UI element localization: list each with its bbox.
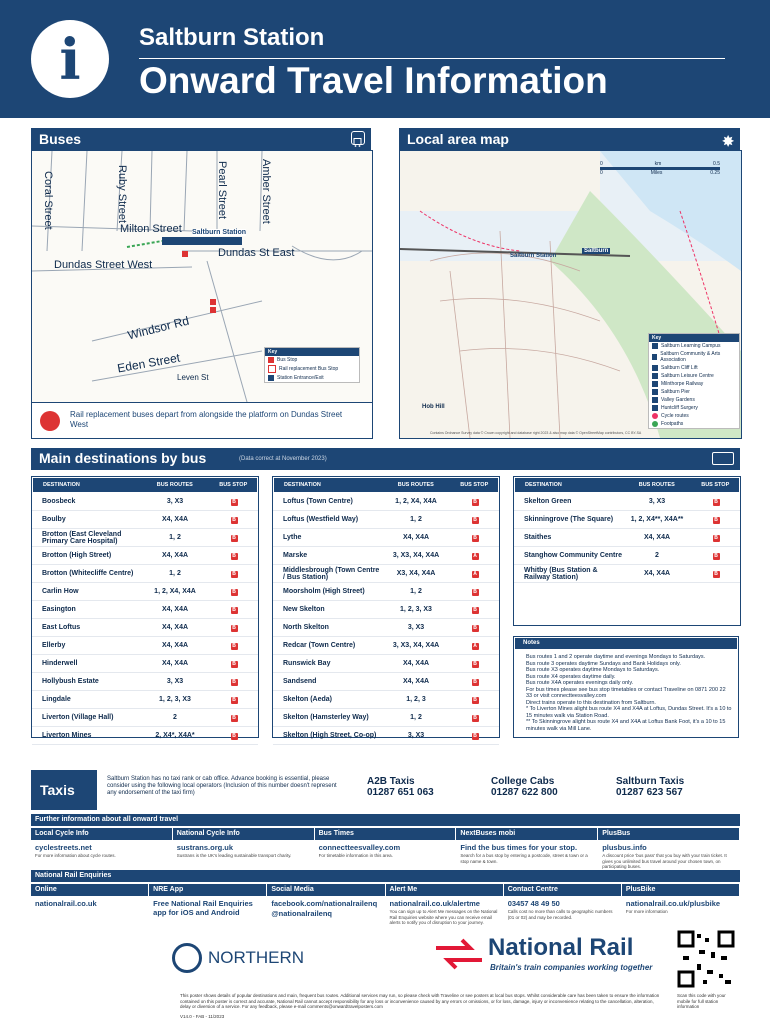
destination-name: Lythe: [283, 534, 302, 541]
table-row: [273, 493, 499, 511]
bus-stop-badge: B: [232, 498, 236, 505]
area-map-legend: [648, 333, 740, 429]
bus-stop-badge: B: [473, 606, 477, 613]
bus-stop-badge: B: [714, 534, 718, 541]
bus-routes: X4, X4A: [161, 516, 189, 523]
nre-columns: [31, 884, 740, 926]
legend-item-1: Saltburn Learning Campus: [649, 342, 739, 350]
col-description: A discount price 'bus pass' that you buy with your train ticket. It gives you unlimited bus travel around your chosen town, on participating buses.: [602, 853, 727, 869]
street-label-milton: Milton Street: [120, 223, 182, 235]
col-heading: Local Cycle Info: [31, 828, 172, 840]
destination-table-1: [31, 476, 259, 738]
main-destinations-subtitle: (Data correct at November 2023): [239, 456, 327, 462]
col-description: For timetable information in this area.: [318, 853, 393, 858]
bus-routes: 3, X3: [407, 732, 425, 739]
notes-body: [514, 650, 738, 732]
bus-stop-badge: B: [714, 570, 718, 577]
destination-name: Skelton (Hamsterley Way): [283, 714, 369, 721]
bus-stop-badge: B: [232, 588, 236, 595]
street-label-pearl: Pearl Street: [216, 161, 228, 220]
destination-name: Whitby (Bus Station & Railway Station): [524, 566, 598, 581]
compass-icon: ✸: [722, 133, 734, 149]
table-row: [32, 637, 258, 655]
bus-stop-badge: B: [232, 606, 236, 613]
note-line: For bus times please see bus stop timetables or contact Traveline on 0871 200 22 33 or visit connectteesvalley.com: [526, 686, 726, 699]
destination-name: Carlin How: [42, 588, 79, 595]
notes-title: Notes: [515, 638, 737, 649]
legend-station-entrance: Station Entrance/Exit: [265, 374, 359, 382]
table-header: DESTINATION BUS ROUTES BUS STOP: [274, 478, 498, 492]
nre-col: [149, 884, 267, 926]
table-row: [32, 727, 258, 745]
bus-stop-badge: B: [232, 516, 236, 523]
destination-name: Loftus (Westfield Way): [283, 516, 359, 523]
qr-code[interactable]: [677, 930, 735, 988]
bus-routes: 1, 2: [410, 516, 422, 523]
table-row: [273, 511, 499, 529]
destination-name: Ellerby: [42, 642, 66, 649]
destination-name: Moorsholm (High Street): [283, 588, 365, 595]
version-label: V14.0 - FAB - 11/2023: [180, 1014, 225, 1019]
map-label-saltburn: Saltburn: [584, 248, 609, 254]
legend-item-7: Valley Gardens: [649, 396, 739, 404]
bus-routes: X4, X4A: [161, 660, 189, 667]
bus-routes: 1, 2, 3, X3: [159, 696, 191, 703]
bus-stop-badge: A: [473, 570, 477, 577]
table-row: [273, 547, 499, 565]
map-credit: Contains Ordnance Survey data © Crown copyright and database right 2023 & also map data © OpenStreetMap contributors, CC BY-SA: [430, 431, 642, 435]
table-header: DESTINATION BUS ROUTES BUS STOP: [33, 478, 257, 492]
col-description: Search for a bus stop by entering a postcode, street & town or a stop name & town.: [460, 853, 588, 864]
table-row: [514, 511, 740, 529]
local-map-header: [399, 128, 740, 150]
note-line: Bus route X4A operates evenings daily only.: [526, 680, 634, 686]
col-description: You can sign up to Alert Me messages on the National Rail Enquiries website where you can receive email alerts to notify you of disruption to your journey.: [389, 909, 498, 925]
table-row: [273, 655, 499, 673]
map-scale: 0 km 0.5 0 Miles 0.25: [600, 161, 720, 176]
bus-routes: 3, X3: [648, 498, 666, 505]
further-info-title: Further information about all onward travel: [31, 814, 740, 826]
main-destinations-title: Main destinations by bus: [39, 450, 207, 466]
destination-name: Lingdale: [42, 696, 71, 703]
bus-routes: 2: [655, 552, 659, 559]
bus-routes: 1, 2: [410, 588, 422, 595]
local-area-map[interactable]: [399, 150, 742, 439]
destination-name: Hinderwell: [42, 660, 78, 667]
col-link[interactable]: 03457 48 49 50: [507, 899, 560, 908]
col-heading: Social Media: [267, 884, 384, 896]
col-link-secondary[interactable]: @nationalrailenq: [271, 909, 332, 918]
bus-routes: 1, 2: [169, 570, 181, 577]
destination-name: Loftus (Town Centre): [283, 498, 353, 505]
destination-name: Staithes: [524, 534, 552, 541]
taxi-operator-a2b: A2B Taxis 01287 651 063: [367, 776, 434, 798]
bus-routes: 1, 2, 3: [406, 696, 426, 703]
table-row: [32, 565, 258, 583]
bus-stop-badge: B: [473, 732, 477, 739]
table-row: [273, 565, 499, 583]
bus-routes: 3, X3, X4, X4A: [392, 552, 440, 559]
bus-routes: X4, X4A: [402, 678, 430, 685]
bus-stop-badge: B: [232, 570, 236, 577]
table-row: [514, 529, 740, 547]
table-row: [273, 673, 499, 691]
table-row: [273, 529, 499, 547]
bus-stop-badge: B: [232, 552, 236, 559]
bus-stop-badge: A: [473, 642, 477, 649]
table-row: [32, 547, 258, 565]
further-col: [315, 828, 457, 868]
col-description: For more information about cycle routes.: [35, 853, 116, 858]
street-label-dundas-east: Dundas St East: [218, 247, 295, 259]
table-row: [32, 493, 258, 511]
bus-stop-badge: B: [473, 660, 477, 667]
bus-stop-badge: B: [473, 624, 477, 631]
table-row: [32, 511, 258, 529]
destination-name: Marske: [283, 552, 308, 559]
bus-routes: X4, X4A: [643, 570, 671, 577]
destination-name: Skelton Green: [524, 498, 572, 505]
bus-stop-badge: B: [232, 660, 236, 667]
destination-name: Brotton (High Street): [42, 552, 112, 559]
bus-routes: X4, X4A: [402, 660, 430, 667]
table-row: [514, 547, 740, 565]
bus-routes: 1, 2, 3, X3: [400, 606, 432, 613]
col-heading: National Cycle Info: [173, 828, 314, 840]
note-line: Bus route X3 operates daytime Mondays to Saturdays.: [526, 667, 660, 673]
destination-name: Easington: [42, 606, 76, 613]
local-map-title: Local area map: [407, 131, 509, 147]
col-heading: Online: [31, 884, 148, 896]
bus-stop-badge: B: [232, 534, 236, 541]
street-label-amber: Amber Street: [260, 159, 272, 224]
col-link[interactable]: sustrans.org.uk: [176, 843, 234, 852]
nre-col: [31, 884, 149, 926]
table-row: [32, 655, 258, 673]
rail-replacement-stop-marker[interactable]: [210, 307, 216, 313]
street-label-ruby: Ruby Street: [116, 165, 128, 224]
bus-stop-badge: B: [714, 516, 718, 523]
street-label-eden: Eden Street: [116, 350, 182, 376]
bus-routes: X4, X4A: [402, 534, 430, 541]
bus-stop-badge: B: [473, 696, 477, 703]
destination-name: Stanghow Community Centre: [524, 552, 623, 559]
bus-routes: 1, 2: [410, 714, 422, 721]
station-label: Saltburn Station: [192, 229, 247, 236]
nre-col: [504, 884, 622, 926]
legend-rail-replacement: Rail replacement Bus Stop: [265, 364, 359, 374]
table-row: [32, 691, 258, 709]
col-link[interactable]: nationalrail.co.uk: [35, 899, 97, 908]
map-label-station: Saltburn Station: [510, 253, 557, 259]
destination-name: Boosbeck: [42, 498, 76, 505]
footer-disclaimer: This poster shows details of popular destinations and main, frequent bus routes. Additional services may run, so please check with Traveline or see posters at local bus stops. Whilst considerable care has been taken to ensure the information contained on this poster is correct and accurate, National Rail cannot accept responsibility for any loss or inconvenience caused by any errors or omissions, or for loss, damage, injury or inconvenience relating to the cancellation, alteration, delay or diversion of a service. For any feedback, please e-mail comments@onwardtravelposters.com: [180, 993, 660, 1009]
bus-routes: 1, 2, X4, X4A: [395, 498, 437, 505]
note-line: ** To Skinningrove alight bus route X4 and X4A at Loftus Bank Foot, it's a 10 to 15 minutes walk via Mill Lane.: [526, 719, 726, 732]
further-col: [31, 828, 173, 868]
bus-routes: 3, X3, X4, X4A: [392, 642, 440, 649]
col-link[interactable]: connectteesvalley.com: [318, 843, 401, 852]
northern-mark-icon: [172, 943, 202, 973]
taxi-operator-college: College Cabs 01287 622 800: [491, 776, 558, 798]
bus-side-icon: [712, 452, 734, 465]
destination-name: Skinningrove (The Square): [524, 516, 614, 523]
bus-routes: 2: [173, 714, 177, 721]
destination-name: New Skelton: [283, 606, 325, 613]
bus-stop-badge: B: [232, 714, 236, 721]
further-col: [598, 828, 740, 868]
table-row: [273, 709, 499, 727]
legend-item-2: Saltburn Community & Arts Association: [649, 350, 739, 364]
destination-name: Brotton (Whitecliffe Centre): [42, 570, 134, 577]
note-line: * To Liverton Mines alight bus route X4 and X4A at Loftus, Dundas Street. It's a 10 to 15 minutes walk via Station Road.: [526, 706, 732, 719]
col-link[interactable]: Find the bus times for your stop.: [460, 843, 578, 852]
note-line: Bus routes 1 and 2 operate daytime and evenings Mondays to Saturdays.: [526, 654, 706, 660]
main-destinations-header: [31, 448, 740, 470]
nre-title: National Rail Enquiries: [31, 870, 740, 882]
taxi-phone[interactable]: 01287 651 063: [367, 787, 434, 798]
bus-routes: X4, X4A: [161, 642, 189, 649]
bus-stop-badge: A: [473, 552, 477, 559]
table-row: [273, 583, 499, 601]
legend-bus-stop: Bus Stop: [265, 356, 359, 364]
table-row: [273, 637, 499, 655]
legend-footpaths: Footpaths: [649, 420, 739, 428]
col-description: For more information: [625, 909, 668, 914]
bus-routes: X4, X4A: [161, 624, 189, 631]
rail-replacement-note: Rail replacement buses depart from alongside the platform on Dundas Street West: [31, 402, 373, 439]
destination-name: Liverton (Village Hall): [42, 714, 114, 721]
bus-routes: 3, X3: [407, 624, 425, 631]
col-heading: Bus Times: [315, 828, 456, 840]
col-link[interactable]: nationalrail.co.uk/alertme: [389, 899, 480, 908]
street-label-coral: Coral Street: [42, 171, 54, 230]
legend-item-6: Saltburn Pier: [649, 388, 739, 396]
notes-box: [513, 636, 739, 738]
buses-map[interactable]: [31, 150, 373, 403]
bus-routes: 3, X3: [166, 498, 184, 505]
bus-stop-badge: B: [473, 714, 477, 721]
taxis-description: Saltburn Station has no taxi rank or cab office. Advance booking is essential, please consider using the following local operators (Inclusion of this number doesn't represent any endorsement of the taxi firm): [107, 776, 337, 796]
table-row: [514, 565, 740, 583]
bus-stop-badge: B: [232, 732, 236, 739]
col-link[interactable]: facebook.com/nationalrailenq: [271, 899, 378, 908]
destination-name: Liverton Mines: [42, 732, 92, 739]
bus-stop-badge: B: [473, 534, 477, 541]
bus-stop-badge: B: [232, 624, 236, 631]
bus-routes: X4, X4A: [161, 606, 189, 613]
destination-name: East Loftus: [42, 624, 81, 631]
nre-col: [386, 884, 504, 926]
col-link[interactable]: nationalrail.co.uk/plusbike: [625, 899, 721, 908]
note-line: Bus route X4 operates daytime daily.: [526, 673, 616, 680]
legend-item-3: Saltburn Cliff Lift: [649, 364, 739, 372]
bus-map-legend: [264, 347, 360, 383]
nre-col: [267, 884, 385, 926]
national-rail-double-arrow-icon: [436, 938, 482, 970]
col-heading: PlusBike: [622, 884, 739, 896]
page-title: Onward Travel Information: [139, 60, 608, 101]
bus-routes: 1, 2, X4**, X4A**: [630, 516, 684, 523]
destination-name: Boulby: [42, 516, 66, 523]
legend-item-4: Saltburn Leisure Centre: [649, 372, 739, 380]
col-heading: PlusBus: [598, 828, 739, 840]
legend-item-5: Milnthorpe Railway: [649, 380, 739, 388]
bus-stop-badge: B: [473, 498, 477, 505]
table-row: [273, 619, 499, 637]
nre-col: [622, 884, 740, 926]
header-divider: [139, 58, 725, 59]
bus-stop-badge: B: [232, 642, 236, 649]
buses-panel-header: [31, 128, 371, 150]
taxi-operator-saltburn: Saltburn Taxis 01287 623 567: [616, 776, 685, 798]
table-row: [32, 583, 258, 601]
table-row: [273, 727, 499, 745]
col-link[interactable]: cyclestreets.net: [35, 843, 92, 852]
destination-name: Sandsend: [283, 678, 317, 685]
col-heading: Alert Me: [386, 884, 503, 896]
bus-stop-badge: B: [714, 498, 718, 505]
area-legend-title: Key: [649, 334, 739, 342]
col-heading: Contact Centre: [504, 884, 621, 896]
destination-name: Middlesbrough (Town Centre / Bus Station): [283, 566, 380, 581]
bus-stop-a-marker[interactable]: [182, 251, 188, 257]
bus-routes: X3, X4, X4A: [396, 570, 436, 577]
bus-routes: 1, 2: [169, 534, 181, 541]
bus-routes: 2, X4*, X4A*: [155, 732, 195, 739]
buses-title: Buses: [39, 131, 82, 147]
col-description: Sustrans is the UK's leading sustainable transport charity.: [176, 853, 292, 858]
table-row: [273, 691, 499, 709]
table-row: [32, 529, 258, 547]
bus-routes: 1, 2, X4, X4A: [154, 588, 196, 595]
destination-name: Redcar (Town Centre): [283, 642, 356, 649]
bus-stop-badge: B: [473, 516, 477, 523]
bus-routes: 3, X3: [166, 678, 184, 685]
taxi-phone[interactable]: 01287 623 567: [616, 787, 683, 798]
table-row: [273, 601, 499, 619]
taxis-label: Taxis: [31, 770, 97, 810]
destination-name: North Skelton: [283, 624, 329, 631]
table-row: [32, 619, 258, 637]
street-label-leven: Leven St: [177, 373, 209, 382]
table-row: [32, 673, 258, 691]
station-name: Saltburn Station: [139, 24, 325, 51]
rail-replacement-bus-icon: [40, 411, 60, 431]
further-col: [173, 828, 315, 868]
table-row: [32, 709, 258, 727]
col-heading: NRE App: [149, 884, 266, 896]
bus-routes: X4, X4A: [643, 534, 671, 541]
destination-name: Brotton (East Cleveland Primary Care Hospital): [42, 530, 122, 545]
legend-item-8: Huntcliff Surgery: [649, 404, 739, 412]
bus-icon: [351, 131, 365, 145]
map-label-hob-hill: Hob Hill: [422, 404, 445, 410]
col-description: Calls cost no more than calls to geographic numbers (01 or 02) and may be recorded.: [507, 909, 613, 920]
taxis-section: [31, 770, 740, 810]
col-link[interactable]: Free National Rail Enquiries app for iOS and Android: [153, 899, 253, 917]
bus-stop-b-marker[interactable]: [210, 299, 216, 305]
info-icon: i: [31, 20, 109, 98]
further-col: [456, 828, 598, 868]
taxi-phone[interactable]: 01287 622 800: [491, 787, 558, 798]
note-line: Bus route 3 operates daytime Sundays and Bank Holidays only.: [526, 660, 681, 667]
bus-stop-badge: B: [714, 552, 718, 559]
destination-table-3: [513, 476, 741, 626]
bus-routes: X4, X4A: [161, 552, 189, 559]
bus-stop-badge: B: [232, 696, 236, 703]
legend-cycle-routes: Cycle routes: [649, 412, 739, 420]
col-link[interactable]: plusbus.info: [602, 843, 647, 852]
qr-caption: Scan this code with your mobile for full station information: [677, 993, 726, 1009]
bus-stop-badge: B: [473, 588, 477, 595]
destination-name: Skelton (Aeda): [283, 696, 333, 703]
national-rail-logo: National Rail Britain's train companies working together: [436, 934, 666, 978]
destination-name: Hollybush Estate: [42, 678, 99, 685]
table-row: [32, 601, 258, 619]
street-label-windsor: Windsor Rd: [126, 313, 191, 343]
bus-legend-title: Key: [265, 348, 359, 356]
qr-code-graphic: [677, 930, 735, 988]
header: [0, 0, 770, 118]
further-info-columns: [31, 828, 740, 868]
destination-name: Skelton (High Street, Co-op): [283, 732, 377, 739]
note-line: Direct trains operate to this destination from Saltburn.: [526, 699, 656, 706]
table-header: DESTINATION BUS ROUTES BUS STOP: [515, 478, 739, 492]
bus-stop-badge: B: [232, 678, 236, 685]
destination-name: Runswick Bay: [283, 660, 331, 667]
table-row: [514, 493, 740, 511]
bus-stop-badge: B: [473, 678, 477, 685]
destination-table-2: [272, 476, 500, 738]
col-heading: NextBuses mobi: [456, 828, 597, 840]
northern-logo: NORTHERN: [172, 940, 332, 976]
street-label-dundas-west: Dundas Street West: [54, 259, 153, 271]
